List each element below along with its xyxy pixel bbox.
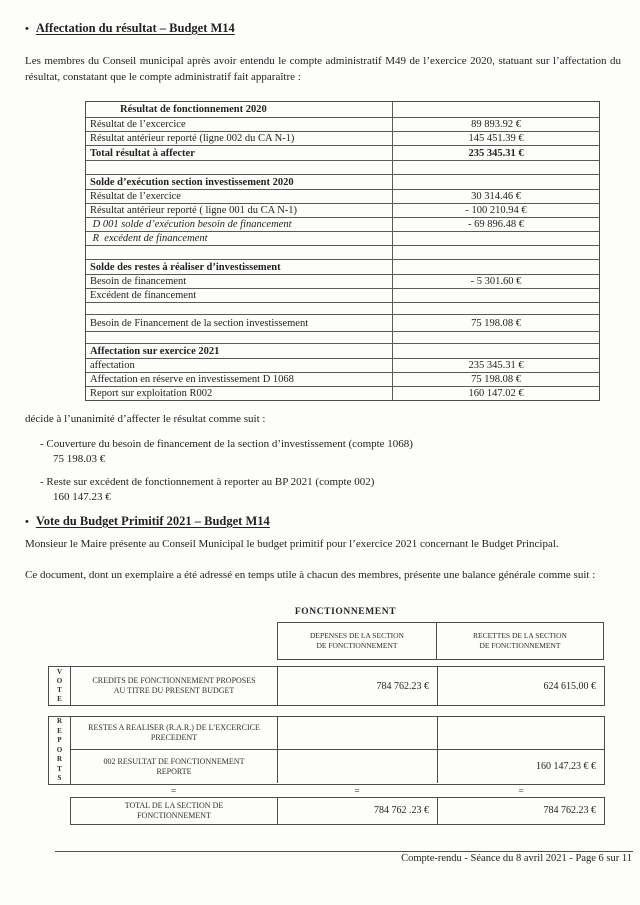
row-value xyxy=(393,246,599,259)
section-heading-vote xyxy=(25,514,270,529)
header-line: DE FONCTIONNEMENT xyxy=(479,641,561,650)
letter: O xyxy=(56,677,63,685)
depenses-column-header xyxy=(277,622,437,660)
resultat-table xyxy=(85,101,600,401)
list-item xyxy=(40,437,600,466)
row-label: Besoin de Financement de la section investissement xyxy=(86,315,393,331)
row-label xyxy=(86,332,393,343)
row-label: R excédent de financement xyxy=(86,232,393,245)
vote-side-label xyxy=(49,667,71,705)
section-heading-text: Vote du Budget Primitif 2021 – Budget M14 xyxy=(35,514,270,528)
table-row xyxy=(86,314,599,331)
table-row xyxy=(86,174,599,189)
vote-paragraph-2: Ce document, dont un exemplaire a été adressé en temps utile à chacun des membres, présente une balance générale comme suit : xyxy=(25,569,596,581)
row-label: D 001 solde d’exécution besoin de financement xyxy=(86,218,393,231)
row-label xyxy=(86,246,393,259)
table-row xyxy=(86,117,599,131)
header-line: DE FONCTIONNEMENT xyxy=(316,641,398,650)
letter: O xyxy=(56,745,63,754)
table-row xyxy=(86,231,599,245)
reports-rows xyxy=(71,717,604,784)
row-value xyxy=(393,175,599,189)
row-value: 89 893.92 € xyxy=(471,119,521,130)
row-label: Report sur exploitation R002 xyxy=(86,387,393,400)
row-value: 30 314.46 € xyxy=(471,191,521,202)
vote-paragraph-1: Monsieur le Maire présente au Conseil Municipal le budget primitif pour l’exercice 2021 concernant le Budget Principal. xyxy=(25,538,559,550)
row-value: - 100 210.94 € xyxy=(465,205,527,216)
table-row xyxy=(86,386,599,400)
section-heading-text: Affectation du résultat – Budget M14 xyxy=(35,21,235,35)
reports-side-label xyxy=(49,717,71,784)
table-row xyxy=(86,358,599,372)
reports-block xyxy=(48,716,605,785)
table-row xyxy=(86,274,599,288)
row-value: - 5 301.60 € xyxy=(470,276,522,287)
letter: R xyxy=(56,755,63,763)
row-value: 75 198.08 € xyxy=(471,374,521,385)
table-row xyxy=(86,302,599,314)
footer-text: Compte-rendu - Séance du 8 avril 2021 - Page 6 sur 11 xyxy=(401,853,632,864)
intro-paragraph: Les membres du Conseil municipal après avoir entendu le compte administratif M49 de l’exercice 2020, statuant sur l’affectation du résultat, constatant que le compte administratif fait apparaître : xyxy=(25,55,621,83)
row-label xyxy=(86,161,393,174)
row-label: RESTES A REALISER (R.A.R.) DE L’EXCERCICE PRECEDENT xyxy=(71,717,278,749)
allocation-list xyxy=(40,437,600,513)
rar-row xyxy=(71,717,604,750)
row-value: 75 198.08 € xyxy=(471,317,521,329)
fonctionnement-table xyxy=(48,607,605,825)
row-value xyxy=(393,344,599,358)
recettes-value xyxy=(438,717,604,749)
row-label: Total résultat à affecter xyxy=(86,146,393,160)
vote-row xyxy=(48,666,605,706)
letter: R xyxy=(56,717,63,725)
row-value xyxy=(393,303,599,314)
column-headers xyxy=(277,622,605,660)
letter: P xyxy=(57,736,62,744)
table-row xyxy=(86,131,599,145)
table-row xyxy=(86,217,599,231)
row-value: - 69 896.48 € xyxy=(468,219,524,230)
row-label: Résultat antérieur reporté (ligne 002 du CA N-1) xyxy=(86,132,393,145)
row-label: TOTAL DE LA SECTION DE FONCTIONNEMENT xyxy=(71,798,278,824)
row-label: Excédent de financement xyxy=(86,289,393,302)
recettes-value: 160 147.23 € € xyxy=(536,761,596,772)
row-label: Solde des restes à réaliser d’investissement xyxy=(86,260,393,274)
letter: E xyxy=(57,726,62,735)
row-value xyxy=(393,232,599,245)
depenses-value: 784 762 .23 € xyxy=(278,798,438,824)
row-value: 145 451.39 € xyxy=(468,133,524,144)
row-label: Résultat de fonctionnement 2020 xyxy=(86,102,393,117)
row-label: Résultat antérieur reporté ( ligne 001 du CA N-1) xyxy=(86,204,393,217)
resultat-reporte-row xyxy=(71,750,604,783)
header-line: DEPENSES DE LA SECTION xyxy=(310,631,404,640)
table-row xyxy=(86,160,599,174)
row-label: Besoin de financement xyxy=(86,275,393,288)
depenses-value: 784 762.23 € xyxy=(278,667,438,705)
letter: T xyxy=(57,764,62,773)
recettes-column-header xyxy=(436,622,604,660)
footer-divider xyxy=(55,851,633,852)
row-value: 160 147.02 € xyxy=(468,388,524,399)
equals-sign: = xyxy=(518,785,524,796)
table-row xyxy=(86,331,599,343)
header-line: RECETTES DE LA SECTION xyxy=(473,631,567,640)
depenses-value xyxy=(278,750,438,783)
allocation-text: - Reste sur excédent de fonctionnement à reporter au BP 2021 (compte 002) xyxy=(40,476,375,488)
letter: S xyxy=(57,774,62,782)
table-row xyxy=(86,288,599,302)
row-label: Résultat de l’excercice xyxy=(86,118,393,131)
equals-sign: = xyxy=(170,785,177,796)
bullet-icon: • xyxy=(25,516,29,528)
letter: E xyxy=(57,695,62,703)
table-row xyxy=(86,102,599,117)
letter: V xyxy=(56,668,63,676)
row-value xyxy=(393,260,599,274)
row-value xyxy=(393,332,599,343)
section-heading-affectation xyxy=(25,21,235,36)
allocation-amount: 75 198.03 € xyxy=(53,453,106,465)
recettes-value: 624 615.00 € xyxy=(543,680,596,692)
recettes-value: 784 762.23 € xyxy=(543,805,596,816)
row-value xyxy=(393,289,599,302)
table-row xyxy=(86,245,599,259)
row-value xyxy=(393,102,599,117)
total-row xyxy=(70,797,605,825)
row-value xyxy=(393,161,599,174)
table-row xyxy=(86,145,599,160)
depenses-value xyxy=(278,717,438,749)
bullet-icon: • xyxy=(25,23,29,35)
table-row xyxy=(86,259,599,274)
letter: T xyxy=(57,686,62,694)
allocation-amount: 160 147.23 € xyxy=(53,491,111,503)
row-label xyxy=(86,303,393,314)
row-value: 235 345.31 € xyxy=(468,147,524,159)
row-label: Solde d’exécution section investissement 2020 xyxy=(86,175,393,189)
list-item xyxy=(40,475,600,504)
decision-text: décide à l’unanimité d’affecter le résultat comme suit : xyxy=(25,413,266,425)
row-value: 235 345.31 € xyxy=(468,360,524,371)
row-label: affectation xyxy=(86,359,393,372)
row-label: Résultat de l’exercice xyxy=(86,190,393,203)
table-title: FONCTIONNEMENT xyxy=(294,607,397,617)
row-label: Affectation en réserve en investissement D 1068 xyxy=(86,373,393,386)
table-row xyxy=(86,372,599,386)
table-row xyxy=(86,189,599,203)
row-label: CREDITS DE FONCTIONNEMENT PROPOSES AU TITRE DU PRESENT BUDGET xyxy=(71,667,278,705)
row-label: Affectation sur exercice 2021 xyxy=(86,344,393,358)
allocation-text: - Couverture du besoin de financement de la section d’investissement (compte 1068) xyxy=(40,438,413,450)
equals-row xyxy=(70,785,605,797)
table-row xyxy=(86,203,599,217)
equals-sign: = xyxy=(354,785,360,796)
row-label: 002 RESULTAT DE FONCTIONNEMENT REPORTE xyxy=(71,750,278,783)
table-row xyxy=(86,343,599,358)
